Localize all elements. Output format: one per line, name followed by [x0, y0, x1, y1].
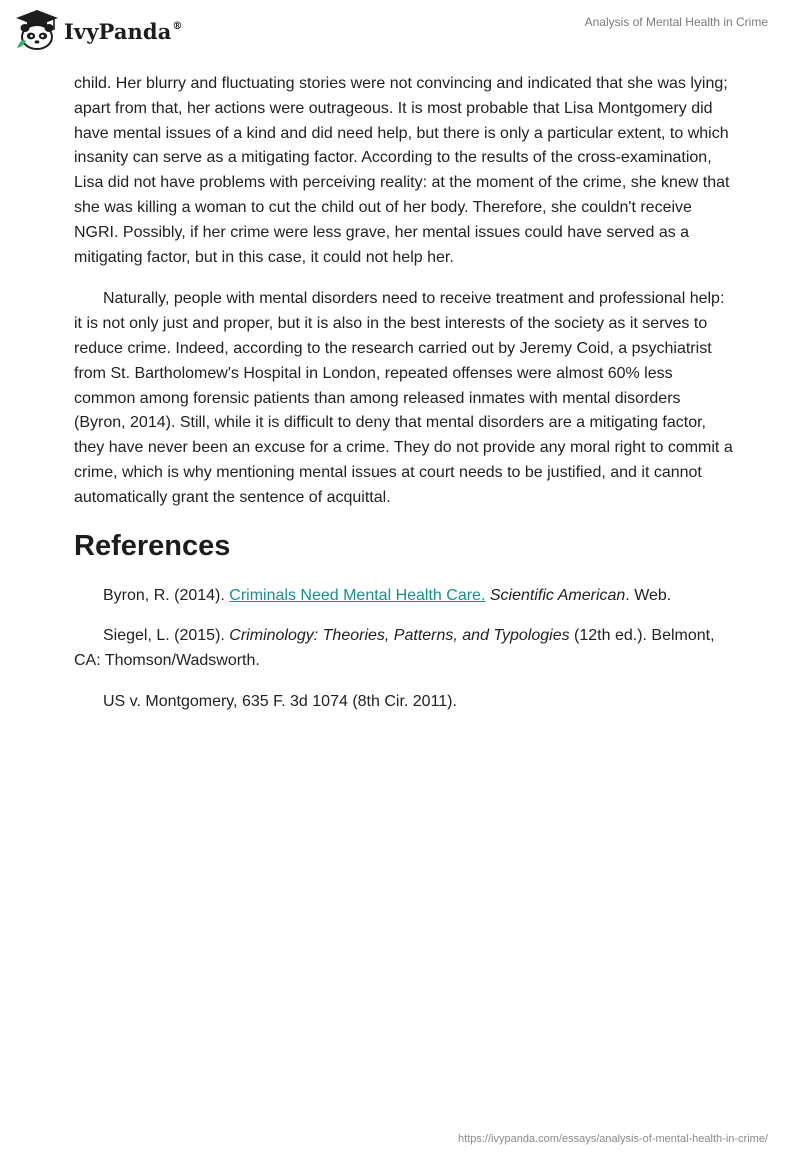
reference-link[interactable]: Criminals Need Mental Health Care.: [229, 586, 486, 604]
body-paragraph: Naturally, people with mental disorders need to receive treatment and professional help: it is not only just and proper, but it is also in the best interests of the society as it serves to reduce crime. Indeed, according to the research carried out by Jeremy Coid, a psychiatrist from St. Bartholomew's Hospital in London, repeated offenses were almost 60% less common among forensic patients than among released inmates with mental disorders (Byron, 2014). Still, while it is difficult to deny that mental disorders are a mitigating factor, they have never been an excuse for a crime. They do not provide any moral right to commit a crime, which is why mentioning mental issues at court needs to be justified, and it cannot automatically grant the sentence of acquittal.: [74, 290, 733, 506]
reference-item: US v. Montgomery, 635 F. 3d 1074 (8th Cir. 2011).: [103, 692, 457, 710]
body-paragraph: child. Her blurry and fluctuating stories were not convincing and indicated that she was lying; apart from that, her actions were outrageous. It is most probable that Lisa Montgomery did have mental issues of a kind and did need help, but there is only a particular extent, to which insanity can serve as a mitigating factor. According to the results of the cross-examination, Lisa did not have problems with perceiving reality: at the moment of the crime, she knew that she was killing a woman to cut the child out of her body. Therefore, she couldn't receive NGRI. Possibly, if her crime were less grave, her mental issues could have served as a mitigating factor, but in this case, it could not help her.: [74, 75, 730, 266]
brand-name: IvyPanda®: [64, 18, 183, 44]
document-title: Analysis of Mental Health in Crime: [584, 15, 768, 29]
essay-content: [74, 72, 734, 731]
reference-item: Siegel, L. (2015). Criminology: Theories, Patterns, and Typologies (12th ed.). Belmont, CA: Thomson/Wadsworth.: [74, 627, 715, 670]
references-heading: References: [74, 529, 231, 562]
source-url[interactable]: https://ivypanda.com/essays/analysis-of-mental-health-in-crime/: [458, 1133, 768, 1145]
reference-item: Byron, R. (2014). Criminals Need Mental Health Care. Scientific American. Web.: [103, 586, 672, 604]
panda-mortarboard-icon: [14, 8, 60, 52]
ivypanda-logo[interactable]: [14, 8, 183, 52]
page-header: [0, 0, 800, 62]
